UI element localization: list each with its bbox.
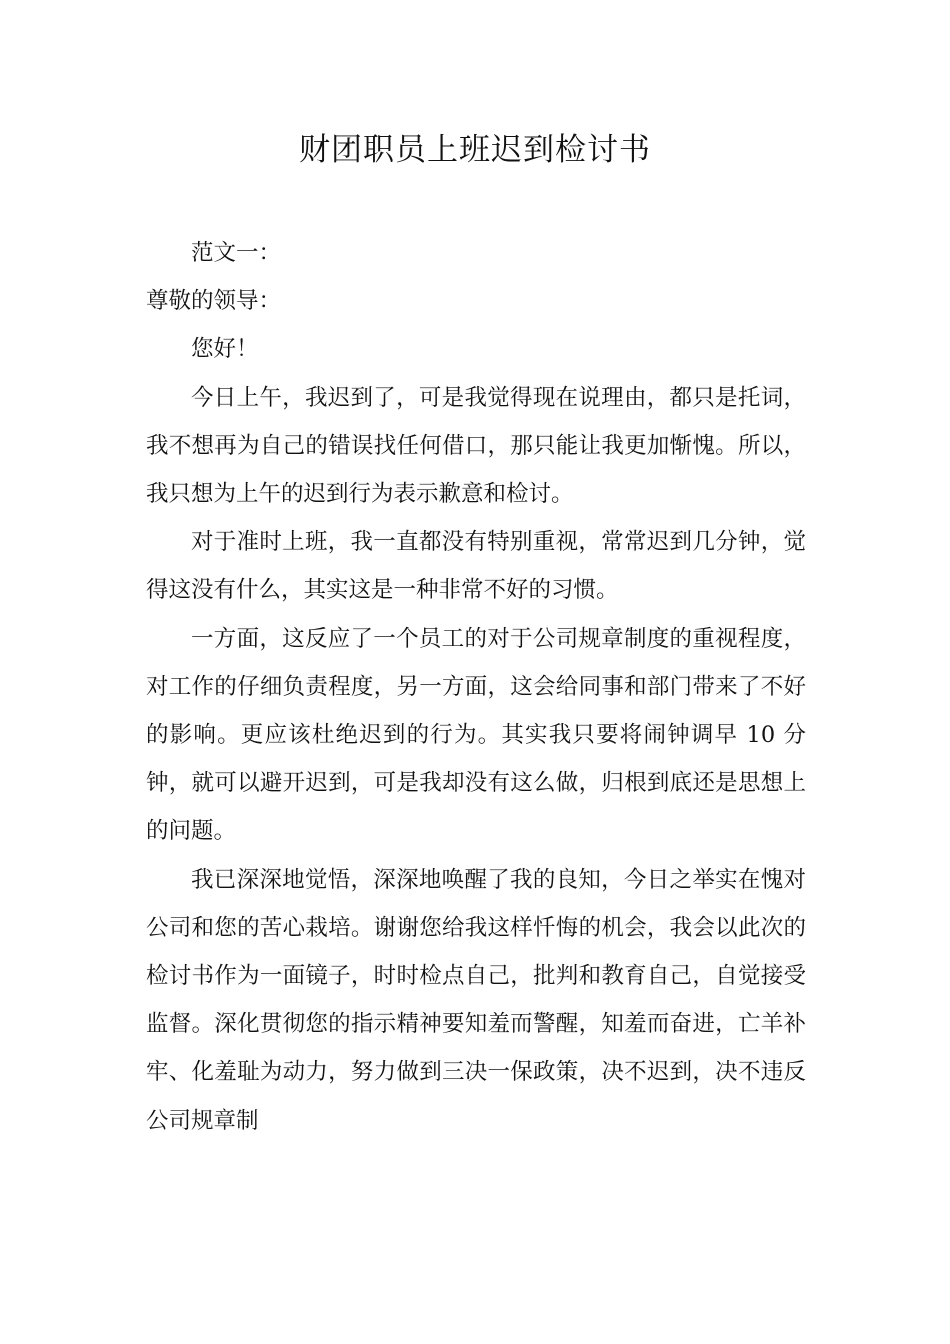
- greeting: 您好！: [191, 336, 259, 363]
- paragraph-1: 今日上午，我迟到了，可是我觉得现在说理由，都只是托词，我不想再为自己的错误找任何借口，那只能让我更加惭愧。所以，我只想为上午的迟到行为表示歉意和检讨。: [146, 384, 806, 508]
- sample-label: 范文一：: [191, 240, 282, 266]
- document-title: 财团职员上班迟到检讨书: [299, 132, 651, 168]
- paragraph-2: 对于准时上班，我一直都没有特别重视，常常迟到几分钟，觉得这没有什么，其实这是一种非常不好的习惯。: [146, 529, 806, 604]
- paragraph-4: 我已深深地觉悟，深深地唤醒了我的良知，今日之举实在愧对公司和您的苦心栽培。谢谢您给我这样忏悔的机会，我会以此次的检讨书作为一面镜子，时时检点自己，批判和教育自己，自觉接受监督。深化贯彻您的指示精神要知羞而警醒，知羞而奋进，亡羊补牢、化羞耻为动力，努力做到三决一保政策，决不迟到，决不违反公司规章制: [146, 866, 806, 1134]
- paragraph-3: 一方面，这反应了一个员工的对于公司规章制度的重视程度，对工作的仔细负责程度，另一方面，这会给同事和部门带来了不好的影响。更应该杜绝迟到的行为。其实我只要将闹钟调早 10 分钟，就可以避开迟到，可是我却没有这么做，归根到底还是思想上的问题。: [146, 625, 806, 845]
- salutation: 尊敬的领导：: [146, 288, 282, 315]
- document-body: [146, 229, 806, 1145]
